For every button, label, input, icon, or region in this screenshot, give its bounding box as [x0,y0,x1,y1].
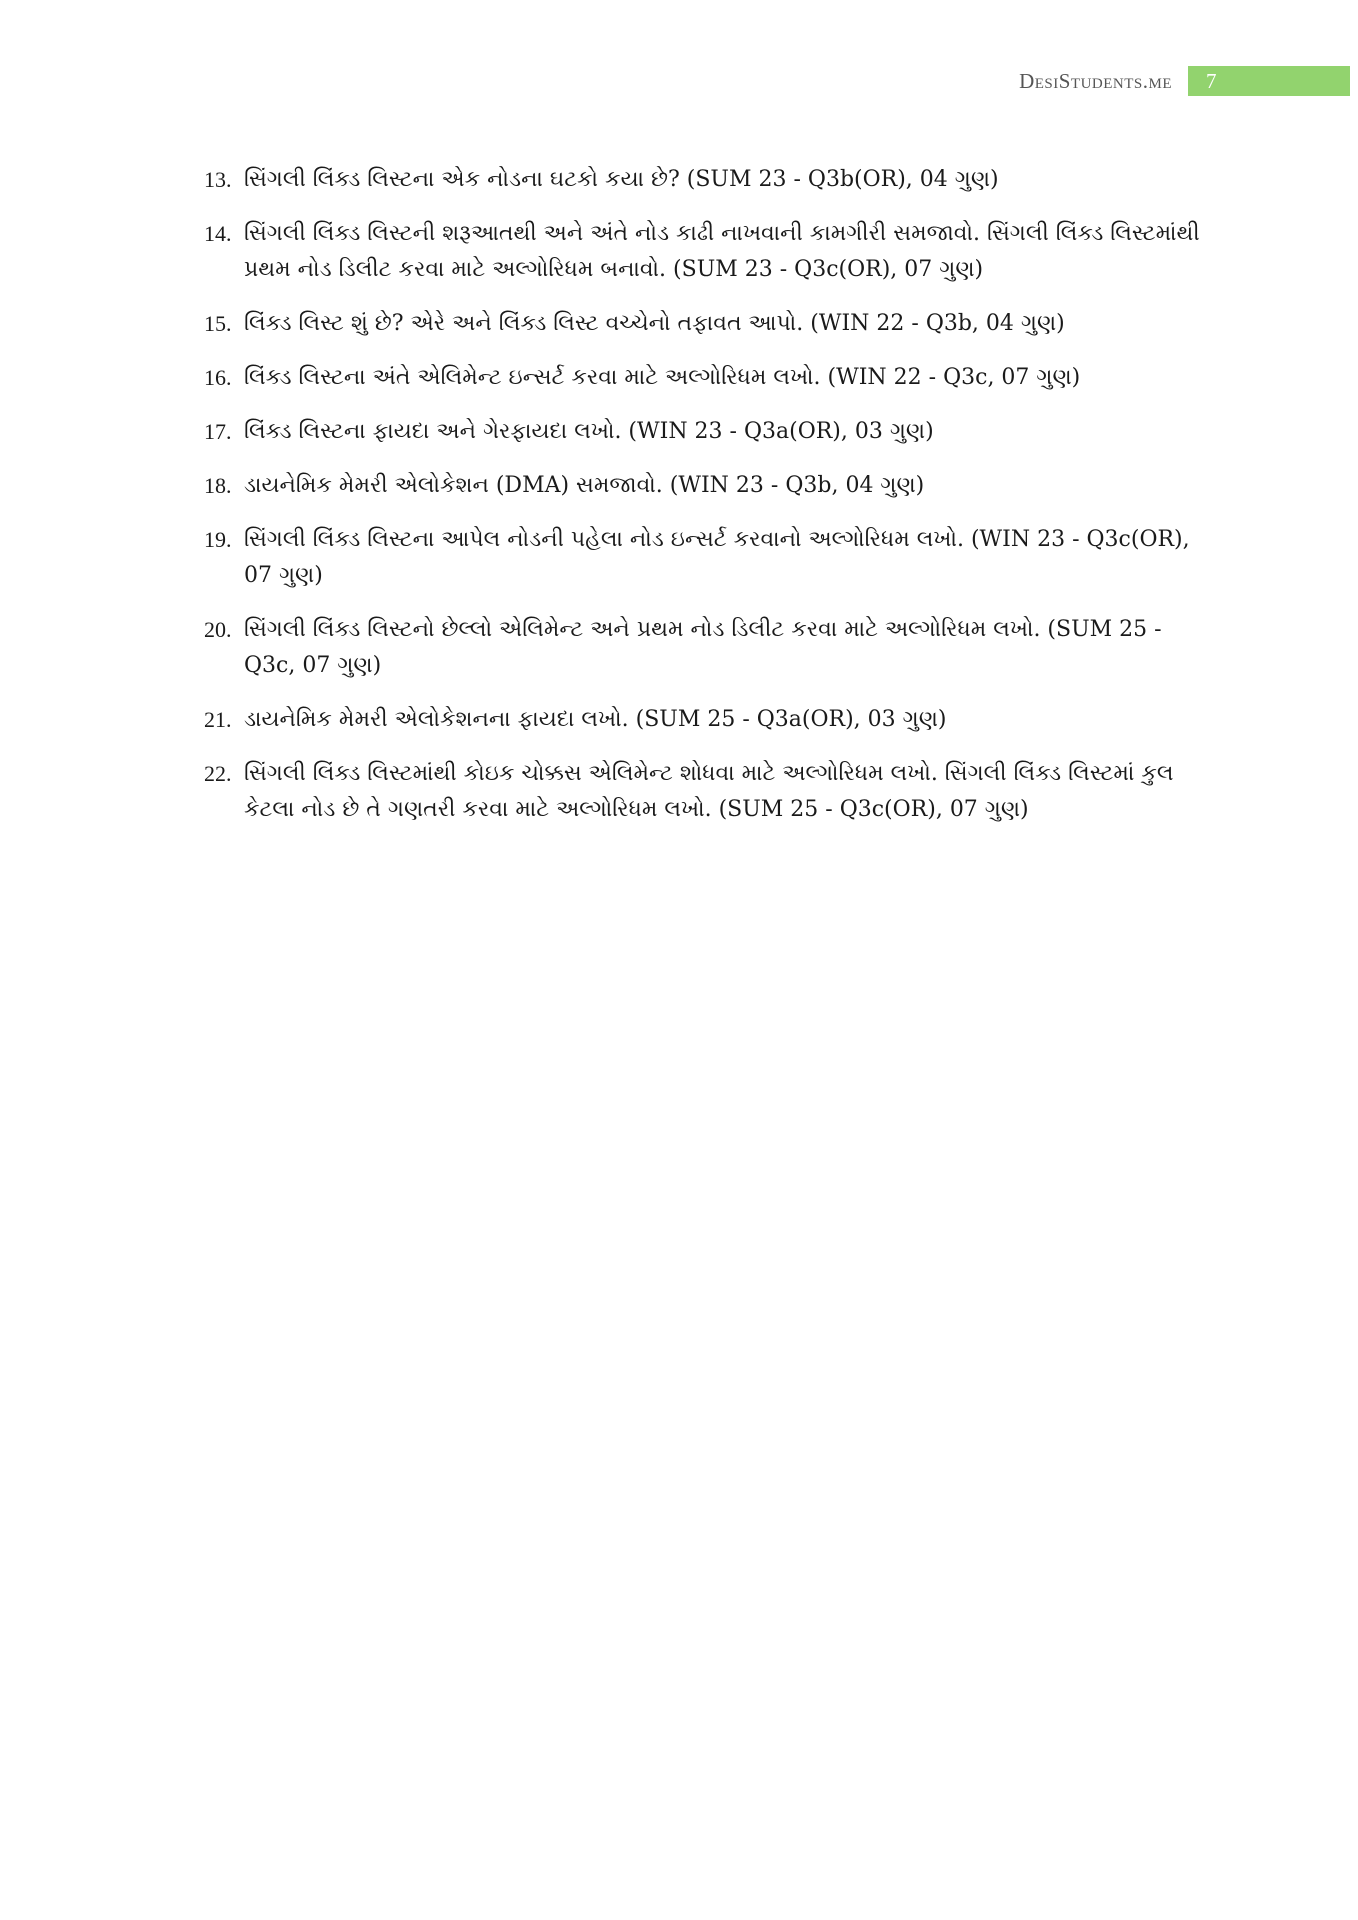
question-number: 22. [204,761,232,786]
question-number: 20. [204,617,232,642]
question-number: 13. [204,167,232,192]
page-number: 7 [1188,66,1350,96]
list-item [204,414,1204,450]
list-item [204,306,1204,342]
question-text: લિંક્ડ લિસ્ટના અંતે એલિમેન્ટ ઇન્સર્ટ કરવા માટે અલ્ગોરિધમ લખો. (WIN 22 - Q3c, 07 ગુણ) [244,365,1081,390]
question-text: લિંક્ડ લિસ્ટ શું છે? એરે અને લિંક્ડ લિસ્ટ વચ્ચેનો તફાવત આપો. (WIN 22 - Q3b, 04 ગુણ) [244,311,1065,336]
list-item [204,612,1204,684]
question-number: 18. [204,473,232,498]
site-name: DesiStudents.me [1019,68,1172,93]
list-item [204,702,1204,738]
question-number: 14. [204,221,232,246]
question-number: 15. [204,311,232,336]
question-number: 19. [204,527,232,552]
list-item [204,216,1204,288]
question-text: સિંગલી લિંક્ડ લિસ્ટના આપેલ નોડની પહેલા નોડ ઇન્સર્ટ કરવાનો અલ્ગોરિધમ લખો. (WIN 23 - Q3c(OR), 07 ગુણ) [244,527,1190,588]
list-item [204,756,1204,828]
list-item [204,468,1204,504]
question-text: લિંક્ડ લિસ્ટના ફાયદા અને ગેરફાયદા લખો. (WIN 23 - Q3a(OR), 03 ગુણ) [244,419,934,444]
question-list [204,162,1204,846]
question-text: સિંગલી લિંક્ડ લિસ્ટમાંથી કોઇક ચોક્કસ એલિમેન્ટ શોધવા માટે અલ્ગોરિધમ લખો. સિંગલી લિંક્ડ લિસ્ટમાં કુલ કેટલા નોડ છે તે ગણતરી કરવા માટે અલ્ગોરિધમ લખો. (SUM 25 - Q3c(OR), 07 ગુણ) [244,761,1174,822]
question-text: સિંગલી લિંક્ડ લિસ્ટના એક નોડના ઘટકો કયા છે? (SUM 23 - Q3b(OR), 04 ગુણ) [244,167,999,192]
question-number: 17. [204,419,232,444]
question-text: ડાયનેમિક મેમરી એલોકેશનના ફાયદા લખો. (SUM 25 - Q3a(OR), 03 ગુણ) [244,707,947,732]
page-header [1019,66,1350,96]
question-number: 16. [204,365,232,390]
question-number: 21. [204,707,232,732]
question-text: સિંગલી લિંક્ડ લિસ્ટનો છેલ્લો એલિમેન્ટ અને પ્રથમ નોડ ડિલીટ કરવા માટે અલ્ગોરિધમ લખો. (SUM 25 - Q3c, 07 ગુણ) [244,617,1162,678]
list-item [204,162,1204,198]
question-text: સિંગલી લિંક્ડ લિસ્ટની શરૂઆતથી અને અંતે નોડ કાઢી નાખવાની કામગીરી સમજાવો. સિંગલી લિંક્ડ લિસ્ટમાંથી પ્રથમ નોડ ડિલીટ કરવા માટે અલ્ગોરિધમ બનાવો. (SUM 23 - Q3c(OR), 07 ગુણ) [244,221,1200,282]
list-item [204,360,1204,396]
question-text: ડાયનેમિક મેમરી એલોકેશન (DMA) સમજાવો. (WIN 23 - Q3b, 04 ગુણ) [244,473,925,498]
list-item [204,522,1204,594]
